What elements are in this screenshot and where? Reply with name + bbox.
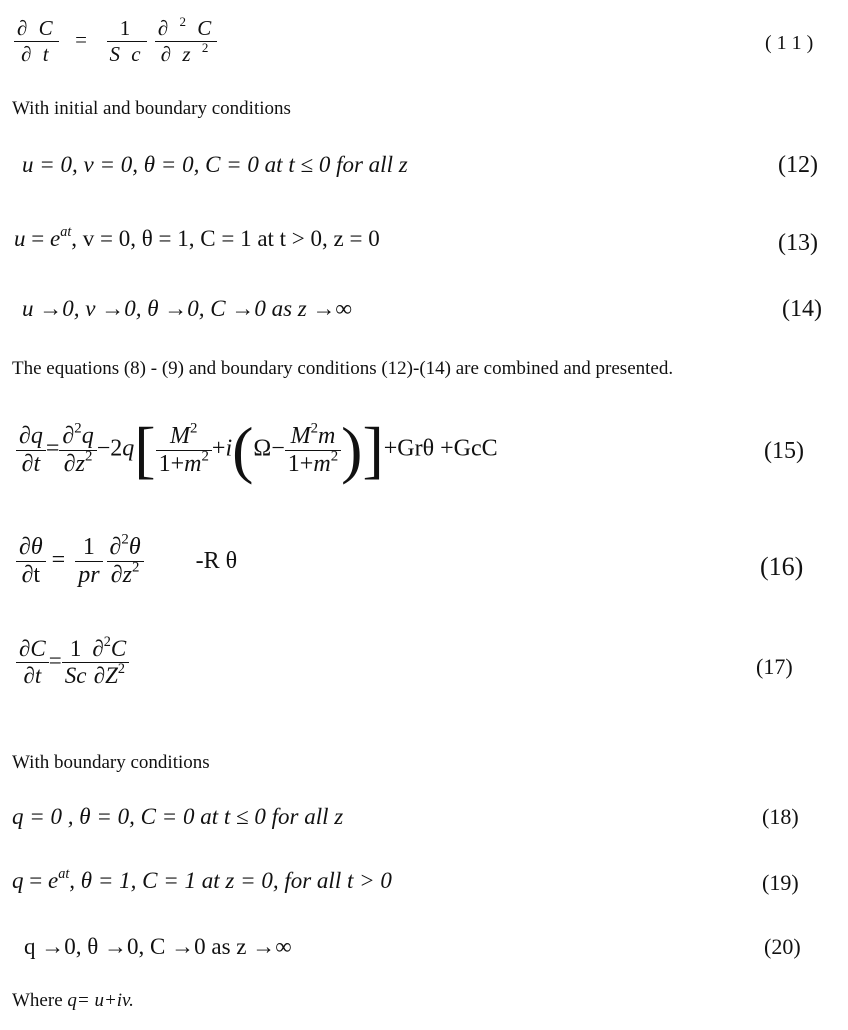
where-expression: q= u+iv. xyxy=(67,990,134,1011)
equation-19 xyxy=(0,866,848,902)
equation-17-body: $\frac{\partial C}{\partial t}$ = $\frac{1}{Sc}$ $\frac{\partial^2C}{\partial Z^2}$ xyxy=(16,636,129,689)
equation-17 xyxy=(0,636,848,706)
equation-number-13: (13) xyxy=(778,230,818,256)
equation-15-tail: +Grθ +GcC xyxy=(383,435,498,462)
equation-number-11: ( 1 1 ) xyxy=(765,32,814,54)
equation-number-18: (18) xyxy=(762,804,799,829)
equation-13 xyxy=(0,224,848,260)
equation-11-body: $\frac{\partial C}{\partial t}$ = $\frac{1}{\text{S c}}$ $\frac{\partial ^2 C}{\partial z ^2}$ xyxy=(14,16,217,67)
equation-20-body: q →0, θ →0, C →0 as z →∞ xyxy=(24,934,292,959)
equation-20 xyxy=(0,932,848,968)
equation-number-19: (19) xyxy=(762,870,799,895)
boundary-text: With boundary conditions xyxy=(12,752,210,773)
where-text xyxy=(12,990,134,1012)
equation-19-rest: , θ = 1, C = 1 at z = 0, for all t > 0 xyxy=(69,868,392,893)
equation-number-15: (15) xyxy=(764,438,804,464)
equation-18-body: q = 0 , θ = 0, C = 0 at t ≤ 0 for all z xyxy=(12,804,344,829)
equation-15-body: $\frac{\partial q}{\partial t}$ = $\frac{\partial^2q}{\partial z^2}$ −2q[ $\frac{M^2}{1+m^2}$ +i(Ω− $\frac{M^2m}{1+m^2}$ )]+Grθ +GcC xyxy=(16,418,498,482)
equation-number-12: (12) xyxy=(778,152,818,178)
where-prefix: Where xyxy=(12,990,68,1011)
equation-13-rest: , v = 0, θ = 1, C = 1 at t > 0, z = 0 xyxy=(71,226,380,251)
equation-11 xyxy=(0,14,848,74)
equation-14-body: u →0, v →0, θ →0, C →0 as z →∞ xyxy=(22,296,352,321)
equation-number-17: (17) xyxy=(756,654,793,679)
equation-16 xyxy=(0,531,848,606)
equation-number-14: (14) xyxy=(782,296,822,322)
combined-text: The equations (8) - (9) and boundary conditions (12)-(14) are combined and presented. xyxy=(12,358,674,379)
equation-18 xyxy=(0,802,848,838)
equation-19-body: $q = e^{at}$, θ = 1, C = 1 at z = 0, for all t > 0 xyxy=(12,866,392,893)
equation-14 xyxy=(0,294,848,330)
initial-boundary-text: With initial and boundary conditions xyxy=(12,98,291,119)
equation-15 xyxy=(0,414,848,500)
equation-12-body: u = 0, v = 0, θ = 0, C = 0 at t ≤ 0 for all z xyxy=(22,152,408,177)
equation-12 xyxy=(0,150,848,186)
equation-number-20: (20) xyxy=(764,934,801,959)
equation-13-body: $u = e^{at}$, v = 0, θ = 1, C = 1 at t > 0, z = 0 xyxy=(14,224,380,251)
equation-number-16: (16) xyxy=(760,552,804,581)
equation-16-body: $\frac{\partial\theta}{\partial t}$ = $\frac{1}{pr}$ $\frac{\partial^2\theta}{\partial z^2}$ -R θ xyxy=(16,534,237,589)
equation-16-tail: -R θ xyxy=(195,548,238,574)
